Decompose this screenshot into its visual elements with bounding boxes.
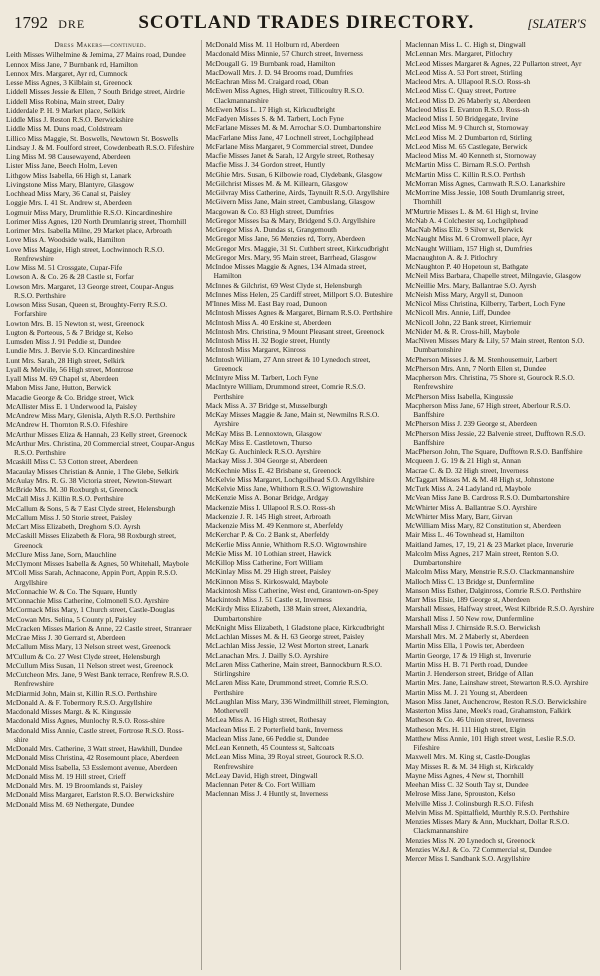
directory-entry: Mabon Miss Jane, Hutton, Berwick [6, 383, 112, 393]
directory-entry: Mackay Miss J. 304 George st, Aberdeen [205, 456, 328, 466]
directory-entry: Marshall Miss J. 50 New row, Dunfermline [405, 613, 534, 623]
directory-entry: McLea Miss A. 16 High street, Rothesay [205, 715, 327, 725]
directory-entry: McPherson Mrs. Ann, 7 North Ellen st, Dundee [405, 363, 547, 373]
directory-entry: McLaren Miss Kate, Drummond street, Comrie R.S.O. Perthshire [205, 678, 369, 697]
directory-columns [6, 40, 594, 970]
directory-entry: Menzies W.&J. & Co. 72 Commercial st, Dundee [405, 844, 552, 854]
directory-entry: Mair Miss L. 46 Townhead st, Hamilton [405, 530, 525, 540]
directory-entry: M'Coll Miss Sarah, Achnacone, Appin Port, Appin R.S.O. Argyllshire [6, 568, 178, 587]
directory-entry: McKerchar P. & Co. 2 Bank st, Aberfeldy [205, 530, 330, 540]
directory-entry: McIntyre Miss M. Tarbert, Loch Fyne [205, 373, 319, 382]
directory-entry: McMartin Miss C. Killin R.S.O. Perthsh [405, 169, 526, 179]
directory-entry: McPherson Miss Isabella, Kingussie [405, 391, 514, 401]
directory-entry: Lowson A. & Co. 26 & 28 Castle st, Forfar [6, 272, 134, 282]
directory-entry: McGregor Misses Isa & Mary, Bridgend S.O. Argyllshire [205, 215, 376, 225]
directory-entry: Malloch Miss C. 13 Bridge st, Dunfermline [405, 576, 535, 586]
directory-entry: Macdonald Misses Margt. & K. Kingussie [6, 707, 132, 716]
directory-entry: Martin Miss H. B. 71 Perth road, Dundee [405, 659, 528, 669]
directory-entry: McAllister Miss E. 1 Underwood la, Paisley [6, 401, 137, 411]
directory-entry: Macdonald Miss Annie, Castle street, Fortrose R.S.O. Ross-shire [6, 725, 184, 744]
directory-entry: Macgowan & Co. 83 High street, Dumfries [205, 206, 334, 216]
directory-entry: McArthur Misses Eliza & Hannah, 23 Kelly street, Greenock [6, 429, 188, 439]
directory-entry: Malcolm Miss Agnes, 217 Main street, Renton S.O. Dumbartonshire [405, 548, 559, 567]
directory-entry: McKay Miss E. Castletown, Thurso [205, 437, 312, 447]
directory-entry: McKirdy Miss Elizabeth, 138 Main street, Alexandria, Dumbartonshire [205, 604, 367, 623]
directory-entry: Masterton Miss Jane, Meek's road, Grahamston, Falkirk [405, 706, 572, 715]
directory-entry: MacDowall Mrs. J. D. 94 Brooms road, Dumfries [205, 67, 353, 77]
directory-entry: McEwen Miss L. 17 High st, Kirkcudbright [205, 104, 335, 114]
directory-entry: McConnachie W. & Co. The Square, Huntly [6, 586, 138, 596]
directory-entry: McDonald Miss Isabella, 53 Esslemont avenue, Aberdeen [6, 762, 178, 772]
directory-entry: McCowan Mrs. Selina, 5 County pl, Paisley [6, 614, 137, 624]
directory-entry: McLean Miss Mina, 39 Royal street, Gourock R.S.O. Renfrewshire [205, 752, 364, 771]
directory-entry: Macdonald Miss Minnie, 57 Church street, Inverness [205, 49, 363, 59]
directory-entry: M'Murtrie Misses L. & M. 61 High st, Irvine [405, 206, 539, 216]
directory-entry: McKechnie Miss E. 42 Brisbane st, Greenock [205, 465, 342, 475]
directory-entry: McAndrew Miss Mary, Glenisla, Alyth R.S.O. Perthshire [6, 411, 176, 420]
directory-entry: MacNab Miss Eliz. 9 Silver st, Berwick [405, 225, 524, 234]
directory-entry: McCrae Miss J. 30 Gerrard st, Aberdeen [6, 633, 126, 642]
directory-entry: Macrae C. & D. 32 High street, Inverness [405, 465, 529, 475]
directory-entry: McDonald A. & F. Tobermory R.S.O. Argyllshire [6, 697, 153, 707]
directory-entry: McLeay David, High street, Dingwall [205, 770, 318, 780]
directory-entry: May Misses R. & M. 34 High st, Kirkcaldy [405, 761, 534, 771]
directory-entry: Lowson Miss Susan, Queen st, Broughty-Ferry R.S.O. Forfarshire [6, 300, 168, 319]
directory-entry: McDonald Miss Christina, 42 Rosemount place, Aberdeen [6, 753, 179, 763]
section-code: DRE [58, 17, 86, 31]
directory-entry: McNab A. 4 Colchester sq, Lochgilphead [405, 215, 528, 225]
directory-entry: Mackenzie Miss M. 49 Kenmore st, Aberfeldy [205, 521, 344, 530]
directory-entry: McWhirter Miss Mary, Barr, Girvan [405, 511, 513, 521]
directory-entry: McPherson Misses J. & M. Stenhousemuir, Larbert [405, 354, 558, 364]
directory-entry: Macleod Miss I. 50 Bridgegate, Irvine [405, 114, 519, 123]
directory-entry: McLaughlan Miss Mary, 336 Windmillhill street, Flemington, Motherwell [205, 696, 389, 715]
directory-entry: Liddell Misses Jessie & Ellen, 7 South Bridge street, Airdrie [6, 87, 185, 97]
directory-entry: McVean Miss Jane B. Cardross R.S.O. Dumbartonshire [405, 493, 570, 503]
directory-entry: McWhirter Miss A. Ballantrae S.O. Ayrshire [405, 502, 537, 512]
directory-entry: McCall Miss J. Killin R.S.O. Perthshire [6, 494, 124, 504]
directory-entry: McLeod Miss C. Quay street, Portree [405, 86, 516, 96]
directory-entry: Mcqueen J. G. 19 & 21 High st, Annan [405, 456, 521, 466]
directory-entry: Lowton Mrs. B. 15 Newton st, west, Greenock [6, 318, 145, 328]
directory-entry: Mason Miss Janet, Auchencrow, Reston R.S.O. Berwickshire [405, 696, 587, 706]
directory-entry: M'Connachie Miss Catherine, Colmonell S.O. Ayrshire [6, 596, 169, 605]
directory-entry: McLaren Miss Catherine, Main street, Bannockburn R.S.O. Stirlingshire [205, 659, 382, 678]
directory-entry: McKay Misses Maggie & Jane, Main st, Newmilns R.S.O. Ayrshire [205, 410, 380, 429]
directory-entry: McKinlay Miss M. 29 High street, Paisley [205, 567, 331, 577]
directory-entry: McCullum Miss Susan, 11 Nelson street west, Greenock [6, 660, 174, 670]
directory-entry: McFarlane Miss Margaret, 9 Commercial street, Dundee [205, 141, 374, 151]
directory-entry: Mackintosh Miss Catherine, West end, Grantown-on-Spey [205, 585, 379, 595]
directory-entry: McCaskill Misses Elizabeth & Flora, 98 Roxburgh street, Greenock [6, 531, 177, 550]
directory-entry: Leith Misses Wilhelmine & Jemima, 27 Mains road, Dundee [6, 50, 186, 60]
directory-entry: McIndoe Misses Maggie & Agnes, 134 Almada street, Hamilton [205, 262, 367, 281]
column-1 [6, 40, 195, 970]
column-2 [201, 40, 395, 970]
directory-entry: Matheson & Co. 46 Union street, Inverness [405, 715, 534, 725]
directory-entry: Liddle Miss J. Reston R.S.O. Berwickshire [6, 115, 134, 124]
directory-entry: Mackenzie Miss I. Ullapool R.S.O. Ross-sh [205, 502, 336, 512]
directory-entry: Lindsay J. & M. Foulford street, Cowdenbeath R.S.O. Fifeshire [6, 142, 195, 152]
directory-entry: McMorran Miss Agnes, Carnwath R.S.O. Lanarkshire [405, 178, 566, 188]
directory-entry: Malcolm Miss Mary, Menstrie R.S.O. Clackmannanshire [405, 567, 575, 577]
directory-entry: McNicoll John, 22 Bank street, Kirriemuir [405, 317, 532, 327]
directory-entry: Lyall & Melville, 56 High street, Montrose [6, 364, 134, 374]
directory-entry: McLeod Miss M. 65 Castlegate, Berwick [405, 141, 528, 151]
directory-entry: McBride Mrs. M. 30 Roxburgh st, Greenock [6, 485, 138, 494]
directory-entry: McEwen Miss Agnes, High street, Tillicoultry R.S.O. Clackmannanshire [205, 86, 364, 105]
directory-entry: Low Miss M. 51 Crossgate, Cupar-Fife [6, 263, 123, 272]
directory-entry: Melville Miss J. Colinsburgh R.S.O. Fifesh [405, 798, 534, 808]
directory-entry: MacPherson John, The Square, Dufftown R.S.O. Banffshire [405, 447, 583, 456]
directory-entry: McGilchrist Misses M. & M. Killearn, Glasgow [205, 178, 348, 188]
directory-entry: Liddell Miss Robina, Main street, Dalry [6, 96, 125, 106]
directory-entry: McClymont Misses Isabella & Agnes, 50 Whitehall, Maybole [6, 559, 189, 568]
directory-entry: McCutcheon Mrs. Jane, 9 West Bank terrace, Renfrew R.S.O. Renfrewshire [6, 670, 189, 689]
directory-entry: Maclean Miss E. 2 Porterfield bank, Inverness [205, 724, 343, 734]
directory-entry: McDonald Miss M. 19 Hill street, Crieff [6, 771, 126, 781]
directory-entry: Martin Miss M. J. 21 Young st, Aberdeen [405, 687, 528, 697]
directory-entry: McLeod Miss M. 9 Church st, Stornoway [405, 123, 529, 133]
directory-entry: Maclennan Peter & Co. Fort William [205, 780, 316, 789]
directory-entry: McLeod Miss D. 26 Maberly st, Aberdeen [405, 95, 531, 105]
directory-entry: Marshall Miss J. Chirnside R.S.O. Berwicksh [405, 622, 541, 632]
page-number: 1792 [14, 13, 48, 32]
directory-entry: Lyall Miss M. 69 Chapel st, Aberdeen [6, 374, 119, 383]
directory-entry: Livingstone Miss Mary, Blantyre, Glasgow [6, 179, 135, 189]
directory-entry: McDonald Mrs. Catherine, 3 Watt street, Hawkhill, Dundee [6, 744, 183, 753]
directory-entry: Mercer Miss I. Sandbank S.O. Argyllshire [405, 854, 531, 863]
directory-entry: Lennox Miss Jane, 7 Burnbank rd, Hamilton [6, 59, 138, 69]
directory-entry: Lochhead Miss Mary, 36 Canal st, Paisley [6, 189, 131, 198]
directory-entry: McNeillie Mrs. Mary, Ballantrae S.O. Ayrsh [405, 280, 537, 290]
directory-entry: Martin Miss Ella, 1 Powis ter, Aberdeen [405, 641, 525, 651]
directory-entry: McKelvie Miss Margaret, Lochgoilhead S.O. Argyllshire [205, 474, 375, 484]
directory-entry: M'Cullum & Co. 27 West Clyde street, Helensburgh [6, 651, 161, 661]
directory-entry: McKay Miss B. Lennoxtown, Glasgow [205, 428, 322, 438]
directory-entry: Menzies Misses Mary & Ann, Muckhart, Dollar R.S.O. Clackmannanshire [405, 817, 570, 836]
directory-entry: McGivern Miss Jane, Main street, Cambuslang, Glasgow [205, 197, 376, 207]
directory-entry: Macaulay Misses Christian & Annie, 1 The Glebe, Selkirk [6, 466, 179, 476]
directory-entry: McTaggart Misses M. & M. 48 High st, Johnstone [405, 474, 555, 484]
directory-entry: McLanachan Mrs. J. Dailly S.O. Ayrshire [205, 650, 329, 660]
directory-entry: Mackenzie J. R. 145 High street, Arbroath [205, 511, 331, 521]
directory-entry: McNeish Miss Mary, Argyll st, Dunoon [405, 289, 523, 299]
directory-entry: McFarlane Misses M. & M. Arrochar S.O. Dumbartonshire [205, 123, 382, 133]
column-3 [400, 40, 594, 970]
running-head [14, 12, 586, 38]
directory-entry: Macleod Miss E. Evanton R.S.O. Ross-sh [405, 104, 530, 114]
directory-entry: McPherson Miss Jessie, 22 Balvenie street, Dufftown R.S.O. Banffshire [405, 428, 586, 447]
directory-entry: McNaughton P. 40 Hopetoun st, Bathgate [405, 262, 529, 271]
directory-entry: Macleod Miss M. 40 Kenneth st, Stornoway [405, 151, 537, 160]
directory-entry: McInnes Miss Helen, 25 Cardiff street, Millport S.O. Buteshire [205, 289, 393, 299]
directory-entry: Love Miss A. Woodside walk, Hamilton [6, 235, 125, 245]
directory-entry: McNaught William, 157 High st, Dumfries [405, 243, 533, 253]
directory-entry: McGilvray Miss Catherine, Airds, Taynuilt R.S.O. Argyllshire [205, 188, 390, 197]
directory-entry: Maitland James, 17, 19, 21 & 23 Market place, Inverurie [405, 539, 574, 549]
directory-entry: Macnaughton A. & J. Pitlochry [405, 252, 498, 262]
directory-entry: Macdonald Miss Agnes, Munlochy R.S.O. Ross-shire [6, 716, 165, 726]
directory-entry: Matthew Miss Annie, 101 High street west, Leslie R.S.O. Fifeshire [405, 733, 576, 752]
directory-entry: Lumsden Miss J. 91 Peddie st, Dundee [6, 337, 121, 346]
directory-entry: Macpherson Mrs. Christina, 75 Shore st, Gourock R.S.O. Renfrewshire [405, 373, 575, 392]
directory-entry: McGregor Mrs. Maggie, 31 St. Cuthbert street, Kirkcudbright [205, 243, 389, 253]
directory-entry: Manson Miss Esther, Dalginross, Comrie R.S.O. Perthshire [405, 585, 581, 595]
directory-entry: Logmuir Miss Mary, Drumlithie R.S.O. Kincardineshire [6, 207, 173, 217]
directory-entry: Maclean Miss Jane, 66 Peddie st, Dundee [205, 733, 329, 743]
directory-section: [SLATER'S [527, 16, 586, 31]
directory-entry: McGregor Miss A. Dundas st, Grangemouth [205, 225, 337, 234]
directory-entry: McKnight Miss Elizabeth, 1 Gladstone place, Kirkcudbright [205, 622, 385, 632]
directory-entry: McAndrew H. Thornton R.S.O. Fifeshire [6, 420, 128, 430]
directory-entry: McWilliam Miss Mary, 82 Constitution st, Aberdeen [405, 521, 561, 530]
directory-entry: McNicol Miss Christina, Kilberry, Tarbert, Loch Fyne [405, 299, 566, 308]
directory-entry: Ling Miss M. 98 Causewayend, Aberdeen [6, 152, 131, 161]
directory-entry: Macpherson Miss Jane, 67 High street, Aberlour R.S.O. Banffshire [405, 400, 571, 419]
directory-entry: McKie Miss M. 10 Lothian street, Hawick [205, 548, 332, 558]
directory-entry: Mcaskill Miss C. 53 Cotton street, Aberdeen [6, 457, 138, 467]
directory-entry: McCracken Misses Marion & Anne, 22 Castle street, Stranraer [6, 623, 192, 633]
directory-entry: McNeil Miss Barbara, Chapelle street, Milngavie, Glasgow [405, 271, 582, 281]
directory-entry: Marshall Misses, Halfway street, West Kilbride R.S.O. Ayrshire [405, 604, 595, 614]
directory-entry: Melrose Miss Jane, Sprouston, Kelso [405, 789, 516, 799]
directory-entry: Liddle Miss M. Duns road, Coldstream [6, 124, 122, 134]
directory-entry: Mackintosh Miss J. 51 Castle st, Inverness [205, 595, 332, 604]
directory-entry: McCallum & Sons, 5 & 7 East Clyde street, Helensburgh [6, 503, 176, 513]
directory-entry: Lowson Mrs. Margaret, 13 George street, Coupar-Angus R.S.O. Perthshire [6, 281, 174, 300]
directory-entry: Lundie Mrs. J. Bervie S.O. Kincardineshire [6, 346, 135, 356]
directory-entry: Lorimer Miss Agnes, 120 North Drumlanrig street, Thornhill [6, 216, 187, 226]
directory-entry: McIntosh Miss Margaret, Kinross [205, 345, 306, 355]
page-title: SCOTLAND TRADES DIRECTORY. [138, 12, 475, 33]
directory-entry: Macadie George & Co. Bridge street, Wick [6, 392, 134, 402]
directory-entry: McDonald Miss M. 11 Holburn rd, Aberdeen [205, 40, 340, 49]
directory-entry: McPherson Miss J. 239 George st, Aberdeen [405, 419, 537, 429]
directory-entry: McKinnon Miss S. Kirkoswald, Maybole [205, 576, 329, 586]
directory-entry: McCormack Miss Mary, 1 Church street, Castle-Douglas [6, 605, 175, 615]
directory-entry: McGregor Miss Jane, 56 Menzies rd, Torry, Aberdeen [205, 234, 366, 244]
directory-entry: Meehan Miss C. 32 South Tay st, Dundee [405, 780, 529, 789]
directory-entry: McDiarmid John, Main st, Killin R.S.O. Perthshire [6, 688, 157, 698]
directory-entry: Mayne Miss Agnes, 4 New st, Thornhill [405, 770, 524, 780]
directory-entry: McLeod Miss M. 2 Dumbarton rd, Stirling [405, 132, 532, 142]
directory-entry: Melvin Miss M. Spittalfield, Murthly R.S.O. Perthshire [405, 807, 570, 817]
directory-entry: Lugton & Porteous, 5 & 7 Bridge st, Kelso [6, 327, 133, 337]
directory-entry: MacIntyre William, Drummond street, Comrie R.S.O. Perthshire [205, 382, 366, 401]
directory-entry: Lorimer Mrs. Isabella Milne, 29 Market place, Arbroath [6, 226, 172, 235]
directory-entry: Martin Mrs. Jane, Lainshaw street, Stewarton R.S.O. Ayrshire [405, 678, 589, 688]
directory-entry: McDonald Miss Margaret, Earlston R.S.O. Berwickshire [6, 790, 174, 800]
directory-entry: Lister Miss Jane, Beech Holm, Leven [6, 161, 118, 171]
directory-entry: McLennan Mrs. Margaret, Pitlochry [405, 49, 513, 59]
directory-entry: McIntosh William, 27 Ann street & 10 Lynedoch street, Greenock [205, 354, 371, 373]
directory-entry: Macfie Misses Janet & Sarah, 12 Argyle street, Rothesay [205, 151, 375, 160]
directory-entry: McGhie Mrs. Susan, 6 Kilbowie road, Clydebank, Glasgow [205, 169, 383, 179]
directory-entry: McLachlan Miss Jessie, 12 West Morton street, Lanark [205, 641, 369, 651]
directory-entry: McDougall G. 19 Burnbank road, Hamilton [205, 58, 336, 68]
directory-entry: Maxwell Mrs. M. King st, Castle-Douglas [405, 752, 531, 762]
directory-entry: McLachlan Misses M. & H. 63 George street, Paisley [205, 632, 365, 641]
directory-entry: McCallum Miss Mary, 13 Nelson street west, Greenock [6, 642, 171, 652]
directory-entry: Marshall Mrs. M. 2 Maberly st, Aberdeen [405, 632, 529, 641]
page-number-group [14, 13, 85, 33]
directory-entry: McKerlie Miss Annie, Whithorn R.S.O. Wigtownshire [205, 539, 367, 549]
directory-entry: Lillico Miss Maggie, St. Boswells, Newtown St. Boswells [6, 133, 179, 143]
directory-entry: McLeod Misses Margaret & Agnes, 22 Pullarton street, Ayr [405, 58, 582, 68]
directory-entry: McLeod Miss A. 53 Port street, Stirling [405, 67, 523, 77]
directory-entry: Macleod Mrs. A. Ullapool R.S.O. Ross-sh [405, 77, 531, 86]
directory-entry: McFadyen Misses S. & M. Tarbert, Loch Fyne [205, 114, 344, 123]
directory-entry: Menzies Miss N. 20 Lynedoch st, Greenock [405, 835, 536, 845]
directory-entry: McNider M. & R. Cross-hill, Maybole [405, 326, 520, 336]
directory-entry: McNicoll Mrs. Annie, Liff, Dundee [405, 308, 511, 318]
directory-entry: McIntosh Miss A. 40 Erskine st, Aberdeen [205, 317, 332, 327]
directory-entry: McDonald Miss M. 69 Nethergate, Dundee [6, 799, 135, 809]
directory-entry: McMorrine Miss Jessie, 108 South Drumlanrig street, Thornhill [405, 188, 565, 207]
directory-entry: McNaught Miss M. 6 Cromwell place, Ayr [405, 234, 532, 244]
directory-entry: Maclennan Miss L. C. High st, Dingwall [405, 40, 526, 49]
directory-entry: McIntosh Misses Agnes & Margaret, Birnam R.S.O. Perthshire [205, 308, 393, 318]
directory-entry: McInnes & Gilchrist, 69 West Clyde st, Helensburgh [205, 280, 362, 290]
directory-entry: McKillop Miss Catherine, Fort William [205, 558, 323, 567]
directory-entry: Lesse Miss Agnes, 3 Kilblain st, Greenock [6, 78, 133, 87]
directory-entry: Loggie Mrs. I. 41 St. Andrew st, Aberdeen [6, 198, 132, 208]
directory-entry: Lidderdale P. H. 9 Market place, Selkirk [6, 105, 126, 115]
directory-entry: McAulay Mrs. R. G. 38 Victoria street, Newton-Stewart [6, 475, 172, 485]
directory-entry: Martin George, 17 & 19 High st, Inverurie [405, 650, 532, 660]
directory-entry: McArthur Mrs. Christina, 20 Commercial street, Coupar-Angus R.S.O. Perthshire [6, 438, 195, 457]
directory-entry: Marr Miss Elsie, 189 George st, Aberdeen [405, 595, 531, 604]
directory-entry: McDonald Mrs. M. 19 Broomlands st, Paisley [6, 781, 143, 790]
directory-entry: Love Miss Maggie, High street, Lochwinnoch R.S.O. Renfrewshire [6, 244, 165, 263]
directory-entry: McLean Kenneth, 45 Countess st, Saltcoats [205, 743, 335, 752]
directory-entry: Mack Miss A. 37 Bridge st, Musselburgh [205, 400, 328, 410]
directory-entry: McTurk Miss A. 24 Ladyland rd, Maybole [405, 484, 532, 493]
directory-entry: Martin J. Henderson street, Bridge of Allan [405, 669, 534, 678]
section-heading: Dress Makers—continued. [54, 40, 147, 49]
directory-entry: M'Innes Miss M. East Bay road, Dunoon [205, 299, 327, 308]
directory-entry: McGregor Mrs. Mary, 95 Main street, Barrhead, Glasgow [205, 252, 377, 262]
directory-entry: McEachran Miss M. Craigard road, Oban [205, 77, 329, 86]
directory-entry: McKelvie Miss Jane, Whithorn R.S.O. Wigtownshire [205, 484, 364, 493]
directory-entry: McCart Miss Elizabeth, Dreghorn S.O. Ayrsh [6, 522, 141, 531]
directory-entry: Maclennan Miss J. 4 Huntly st, Inverness [205, 789, 329, 799]
directory-entry: McMartin Miss C. Birnam R.S.O. Perthsh [405, 160, 530, 170]
directory-entry: McIntosh Mrs. Christina, 9 Mount Pleasant street, Greenock [205, 326, 385, 336]
directory-entry: MacNiven Misses Mary & Lily, 57 Main street, Renton S.O. Dumbartonshire [405, 336, 585, 355]
directory-entry: Lithgow Miss Isabella, 66 High st, Lanark [6, 170, 132, 180]
directory-entry: McKenzie Miss A. Bonar Bridge, Ardgay [205, 493, 329, 503]
directory-entry: McClure Miss Jane, Sorn, Mauchline [6, 549, 117, 559]
directory-entry: MacFarlane Miss Jane, 47 Lochnell street, Lochgilphead [205, 132, 374, 142]
directory-entry: Matheson Mrs. H. 111 High street, Elgin [405, 724, 526, 734]
directory-entry: Macfie Miss J. 34 Gordon street, Huntly [205, 160, 326, 170]
directory-entry: McKay G. Auchinleck R.S.O. Ayrshire [205, 447, 321, 456]
directory-entry: Lennox Mrs. Margaret, Ayr rd, Cumnock [6, 68, 128, 78]
directory-entry: McCallum Miss J. 50 Storie street, Paisley [6, 512, 133, 522]
directory-entry: Lunt Mrs. Sarah, 28 High street, Selkirk [6, 355, 125, 365]
directory-entry: McIntosh Miss H. 32 Bogie street, Huntly [205, 336, 331, 345]
